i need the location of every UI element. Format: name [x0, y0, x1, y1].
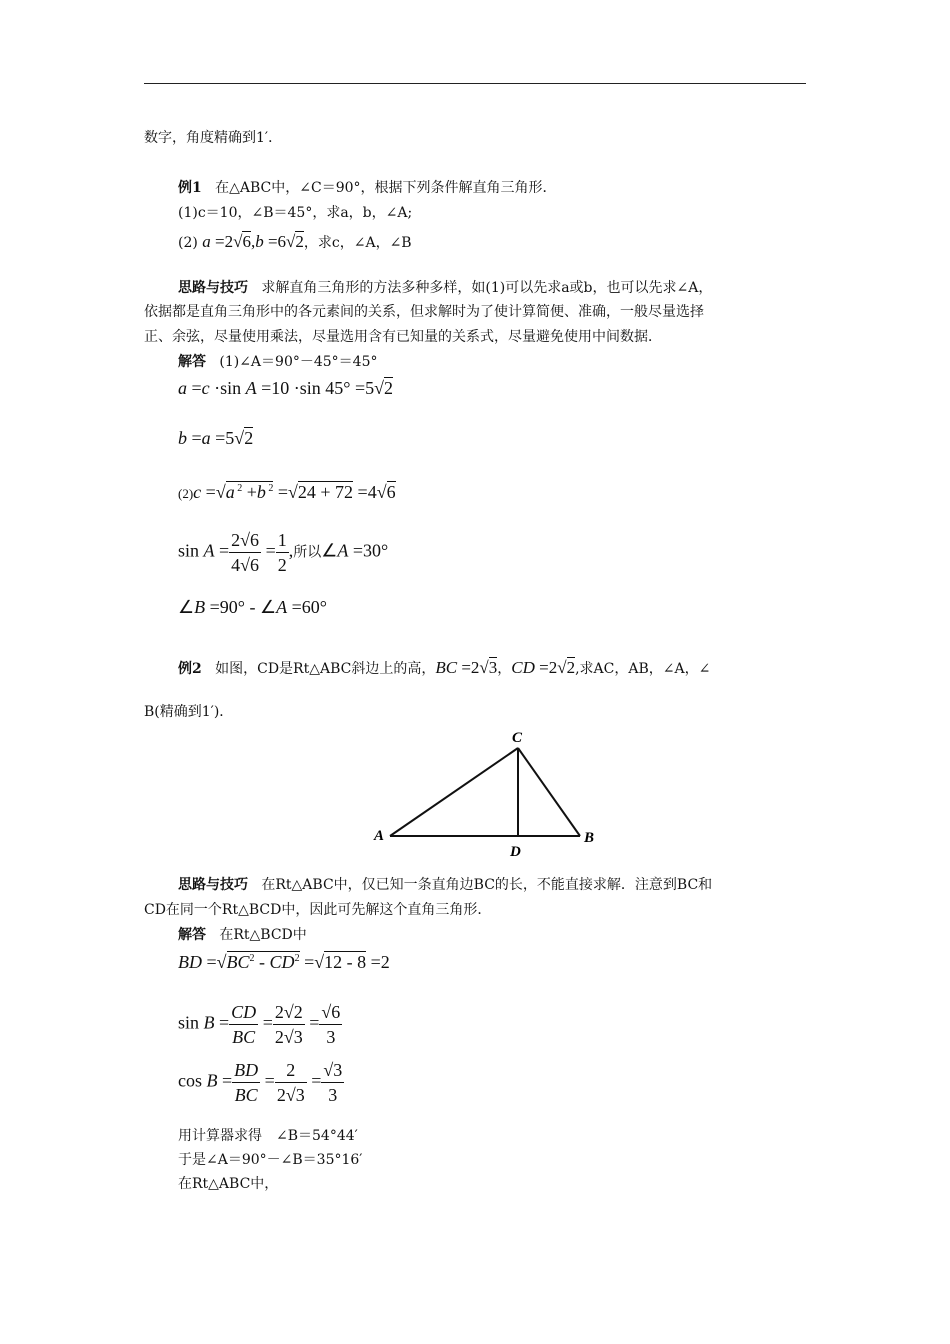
- label-D: D: [510, 844, 521, 860]
- example1-hint-line1: 思路与技巧 求解直角三角形的方法多种多样，如(1)可以先求a或b，也可以先求∠A，: [178, 280, 713, 296]
- calc-line2: 于是∠A＝90°－∠B＝35°16′: [178, 1152, 363, 1168]
- example1-part1: (1)c＝10，∠B＝45°，求a，b，∠A;: [178, 205, 413, 221]
- example2-hint-line2: CD在同一个Rt△BCD中，因此可先解这个直角三角形．: [144, 902, 492, 918]
- example1-label: 例1: [178, 180, 202, 196]
- label-B: B: [584, 830, 595, 846]
- eq-c: (2)c =√a $^2$ +b $^2$ =√24 + 72 =4√6: [178, 482, 396, 502]
- header-rule: [144, 83, 806, 84]
- example2-statement: 例2 如图，CD是Rt△ABC斜边上的高，BC =2√3，CD =2√2,求AC，AB，∠A，∠: [178, 658, 711, 677]
- eq-sinA: sin A = $\frac{2√6}{4√6}$ = $\frac{1}{2}$ ,所以∠A =30°: [178, 530, 389, 575]
- eq-cosB: cos B = $\frac{BD}{BC}$ = $\frac{2}{2√3}$ = $\frac{√3}{3}$: [178, 1060, 343, 1105]
- side-AC: [390, 748, 518, 836]
- example2-line2: B(精确到1′)．: [144, 704, 234, 720]
- example1-part2: (2) a =2√6,b =6√2，求c，∠A，∠B: [178, 232, 412, 251]
- example1-hint-line3: 正、余弦，尽量使用乘法，尽量选用含有已知量的关系式，尽量避免使用中间数据．: [144, 329, 662, 345]
- eq-angleB: ∠B =90° - ∠A =60°: [178, 597, 327, 617]
- example2-answer: 解答 在Rt△BCD中: [178, 927, 307, 943]
- example1-answer: 解答 (1)∠A＝90°－45°＝45°: [178, 354, 378, 370]
- intro-text: 数字，角度精确到1′．: [144, 130, 283, 146]
- example2-hint-line1: 思路与技巧 在Rt△ABC中，仅已知一条直角边BC的长，不能直接求解．注意到BC和: [178, 877, 713, 893]
- triangle-figure: [360, 726, 610, 866]
- side-BC: [518, 748, 580, 836]
- eq-b: b =a =5√2: [178, 428, 254, 448]
- label-A: A: [374, 828, 385, 844]
- example1-text: 在△ABC中，∠C＝90°，根据下列条件解直角三角形．: [215, 180, 557, 196]
- part2-given: a =2√6,b =6√2: [202, 232, 304, 251]
- eq-a: a =c ·sin A =10 ·sin 45° =5√2: [178, 378, 394, 398]
- calc-line3: 在Rt△ABC中，: [178, 1176, 279, 1192]
- eq-BD: BD $=√BC^2 - CD^2 =√12 - 8 =2$: [178, 952, 390, 972]
- eq-sinB: sin B = $\frac{CD}{BC}$ = $\frac{2√2}{2√3}$ = $\frac{√6}{3}$: [178, 1002, 341, 1047]
- example1-hint-line2: 依据都是直角三角形中的各元素间的关系，但求解时为了使计算简便、准确，一般尽量选择: [144, 304, 704, 320]
- calc-line1: 用计算器求得 ∠B＝54°44′: [178, 1128, 358, 1144]
- label-C: C: [512, 730, 523, 746]
- example1-statement: [178, 178, 557, 198]
